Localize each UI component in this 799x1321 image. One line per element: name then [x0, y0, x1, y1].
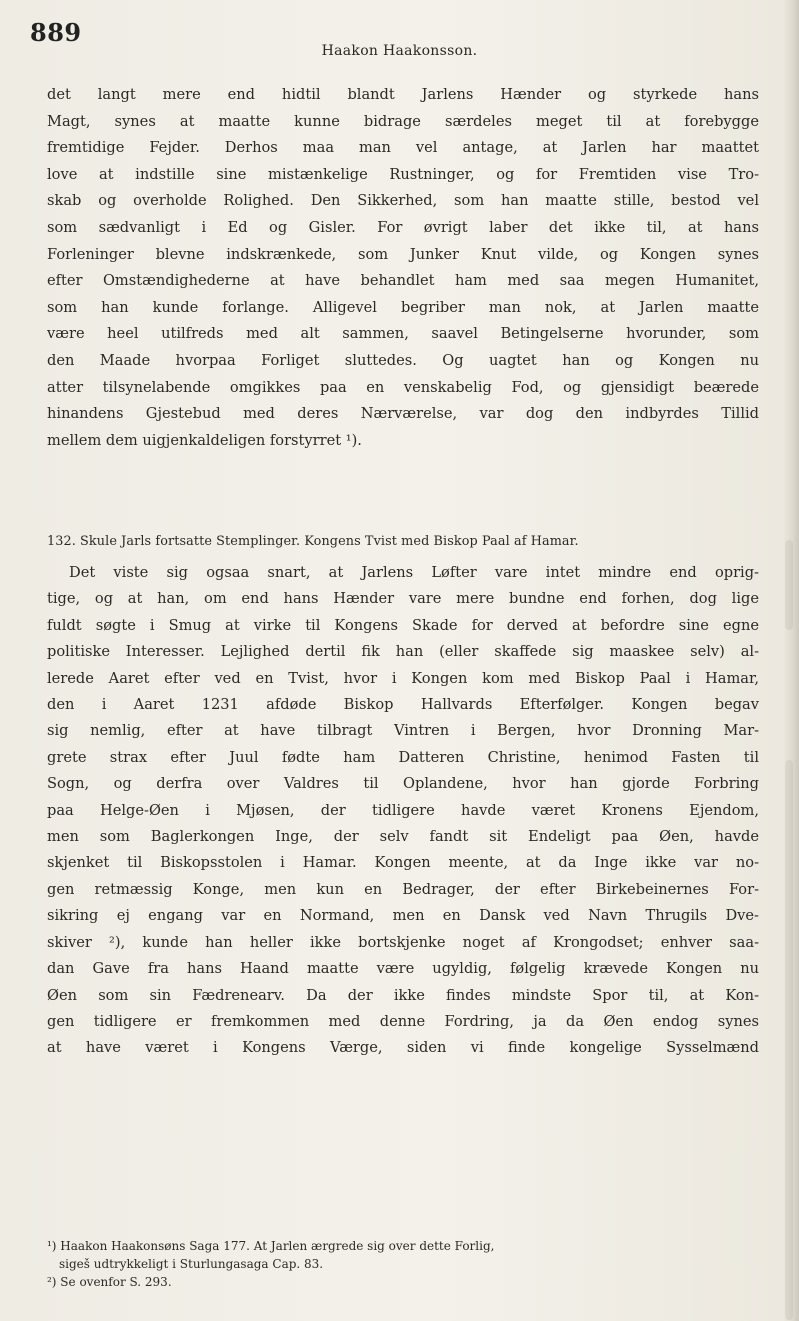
text-line: den Maade hvorpaa Forliget sluttedes. Og uagtet han og Kongen nu — [47, 351, 759, 369]
text-line: Sogn, og derfra over Valdres til Oplandene, hvor han gjorde Forbring — [47, 775, 759, 793]
page-smudge — [785, 760, 793, 1320]
text-line: det langt mere end hidtil blandt Jarlens Hænder og styrkede hans — [47, 86, 759, 103]
text-line: den i Aaret 1231 afdøde Biskop Hallvards Efterfølger. Kongen begav — [47, 696, 759, 714]
text-line: sikring ej engang var en Normand, men en Dansk ved Navn Thrugils Dve- — [47, 907, 759, 925]
text-line: skjenket til Biskopsstolen i Hamar. Kongen meente, at da Inge ikke var no- — [47, 854, 759, 872]
text-line: gen tidligere er fremkommen med denne Fordring, ja da Øen endog synes — [47, 1012, 759, 1030]
footnote: ¹) Haakon Haakonsøns Saga 177. At Jarlen ærgrede sig over dette Forlig, — [47, 1239, 495, 1253]
footnote-continuation: sigeš udtrykkeligt i Sturlungasaga Cap. 83. — [59, 1257, 324, 1271]
text-line: skiver ²), kunde han heller ikke bortskjenke noget af Krongodset; enhver saa- — [47, 933, 759, 951]
text-line: skab og overholde Rolighed. Den Sikkerhed, som han maatte stille, bestod vel — [47, 192, 759, 210]
text-line: politiske Interesser. Lejlighed dertil fik han (eller skaffede sig maaskee selv) al- — [47, 643, 759, 661]
text-line: lerede Aaret efter ved en Tvist, hvor i Kongen kom med Biskop Paal i Hamar, — [47, 669, 759, 687]
main-paragraph — [47, 82, 759, 454]
text-line: hinandens Gjestebud med deres Nærværelse, var dog den indbyrdes Tillid — [47, 405, 759, 423]
text-line: gen retmæssig Konge, men kun en Bedrager, der efter Birkebeinernes For- — [47, 880, 759, 898]
text-line: paa Helge-Øen i Mjøsen, der tidligere havde været Kronens Ejendom, — [47, 801, 759, 819]
text-line: Øen som sin Fædrenearv. Da der ikke findes mindste Spor til, at Kon- — [47, 986, 759, 1004]
text-line: tige, og at han, om end hans Hænder vare mere bundne end forhen, dog lige — [47, 590, 759, 608]
footnote: ²) Se ovenfor S. 293. — [47, 1275, 172, 1289]
text-line: Forleninger blevne indskrænkede, som Junker Knut vilde, og Kongen synes — [47, 245, 759, 263]
page-number: 889 — [30, 18, 82, 47]
text-line: grete strax efter Juul fødte ham Datteren Christine, henimod Fasten til — [47, 748, 759, 766]
text-line: love at indstille sine mistænkelige Rustninger, og for Fremtiden vise Tro- — [47, 165, 759, 183]
text-line: som han kunde forlange. Alligevel begriber man nok, at Jarlen maatte — [47, 298, 759, 316]
page-smudge — [785, 540, 793, 630]
text-line: efter Omstændighederne at have behandlet ham med saa megen Humanitet, — [47, 272, 759, 290]
text-line: men som Baglerkongen Inge, der selv fandt sit Endeligt paa Øen, havde — [47, 828, 759, 846]
page-header — [0, 18, 799, 59]
text-line: mellem dem uigjenkaldeligen forstyrret ¹). — [47, 431, 362, 449]
text-line: som sædvanligt i Ed og Gisler. For øvrigt laber det ikke til, at hans — [47, 218, 759, 236]
text-line: fremtidige Fejder. Derhos maa man vel antage, at Jarlen har maattet — [47, 139, 759, 157]
text-line: Det viste sig ogsaa snart, at Jarlens Løfter vare intet mindre end oprig- — [69, 564, 759, 581]
footnotes — [47, 1237, 759, 1291]
text-line: fuldt søgte i Smug at virke til Kongens Skade for derved at befordre sine egne — [47, 616, 759, 634]
text-line: være heel utilfreds med alt sammen, saavel Betingelserne hvorunder, som — [47, 325, 759, 343]
text-line: atter tilsynelabende omgikkes paa en venskabelig Fod, og gjensidigt beærede — [47, 378, 759, 396]
text-line: Magt, synes at maatte kunne bidrage særdeles meget til at forebygge — [47, 112, 759, 130]
section-caption: 132. Skule Jarls fortsatte Stemplinger. Kongens Tvist med Biskop Paal af Hamar. — [47, 534, 579, 549]
text-line: sig nemlig, efter at have tilbragt Vintren i Bergen, hvor Dronning Mar- — [47, 722, 759, 740]
second-paragraph — [47, 560, 759, 1062]
text-line: dan Gave fra hans Haand maatte være ugyldig, følgelig krævede Kongen nu — [47, 960, 759, 978]
text-line: at have været i Kongens Værge, siden vi finde kongelige Sysselmænd — [47, 1039, 759, 1057]
running-head: Haakon Haakonsson. — [321, 43, 478, 59]
